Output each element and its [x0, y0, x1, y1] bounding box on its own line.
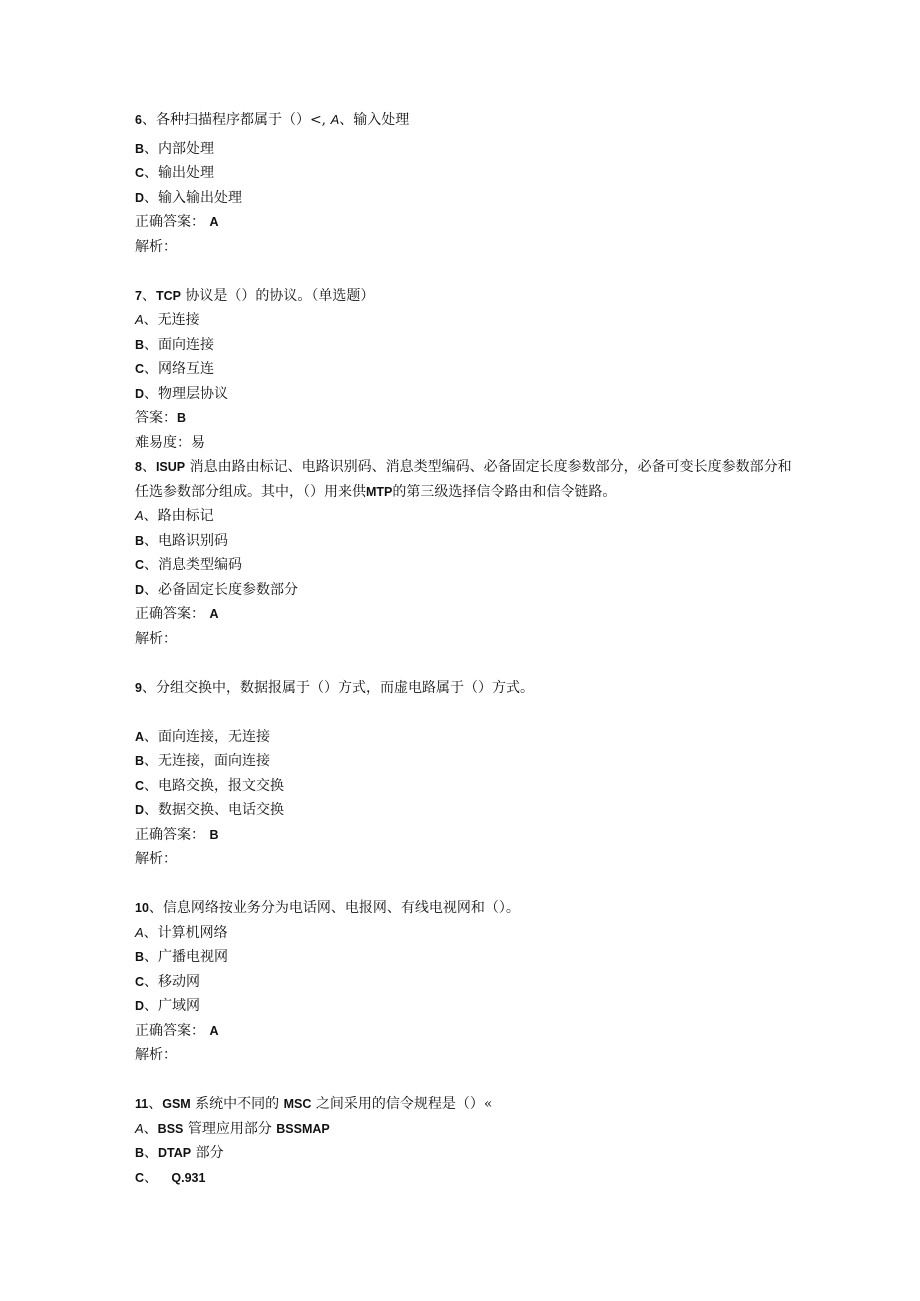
question-6-analysis: 解析： — [135, 238, 177, 255]
question-7-difficulty: 难易度：易 — [135, 434, 205, 451]
question-6-option-c: C、输出处理 — [135, 165, 215, 181]
question-10-option-c: C、移动网 — [135, 973, 201, 990]
question-8-analysis: 解析： — [135, 630, 177, 647]
question-10-option-b: B、广播电视网 — [135, 949, 229, 965]
question-10-stem: 10、信息网络按业务分为电话网、电报网、有线电视网和（）。 — [135, 900, 520, 916]
question-9-option-a: A、面向连接，无连接 — [135, 728, 271, 745]
question-6-option-d: D、输入输出处理 — [135, 189, 243, 206]
question-7-option-b: B、面向连接 — [135, 336, 215, 353]
question-9-stem: 9、分组交换中，数据报属于（）方式，而虚电路属于（）方式。 — [135, 679, 534, 696]
question-10-option-d: D、广域网 — [135, 998, 201, 1014]
question-8-option-b: B、电路识别码 — [135, 532, 229, 549]
question-6-stem: 6、各种扫描程序都属于（）<, A、输入处理 — [135, 112, 410, 128]
question-11-option-c: C、 Q.931 — [135, 1169, 206, 1186]
question-11-option-b: B、DTAP 部分 — [135, 1145, 224, 1161]
question-9-analysis: 解析： — [135, 851, 177, 867]
question-8-stem: 8、ISUP 消息由路由标记、电路识别码、消息类型编码、必备固定长度参数部分，必备可变长度参数部分和任选参数部分组成。其中，（）用来供MTP的第三级选择信令路由和信令链路。 — [135, 459, 792, 500]
question-7-answer: 答案：B — [135, 410, 187, 426]
question-7-stem: 7、TCP 协议是（）的协议。（单选题） — [135, 287, 375, 304]
question-9-option-c: C、电路交换，报文交换 — [135, 777, 285, 794]
question-6-answer: 正确答案： A — [135, 214, 219, 230]
question-10-analysis: 解析： — [135, 1047, 177, 1063]
question-10-option-a: A、计算机网络 — [135, 924, 228, 941]
question-8-answer: 正确答案： A — [135, 606, 219, 622]
question-8-option-c: C、消息类型编码 — [135, 557, 243, 573]
question-11-stem: 11、GSM 系统中不同的 MSC 之间采用的信令规程是（）« — [135, 1096, 493, 1112]
question-6-option-b: B、内部处理 — [135, 140, 215, 157]
question-8-option-d: D、必备固定长度参数部分 — [135, 581, 299, 598]
document-page — [135, 108, 795, 1190]
question-8-option-a: A、路由标记 — [135, 508, 214, 524]
question-11-option-a: A、BSS 管理应用部分 BSSMAP — [135, 1120, 330, 1137]
question-7-option-c: C、网络互连 — [135, 361, 215, 377]
question-9-option-d: D、数据交换、电话交换 — [135, 802, 285, 818]
question-9-answer: 正确答案： B — [135, 826, 219, 843]
question-9-option-b: B、无连接，面向连接 — [135, 753, 271, 769]
question-7-option-a: A、无连接 — [135, 312, 200, 328]
question-7-option-d: D、物理层协议 — [135, 385, 229, 402]
question-10-answer: 正确答案： A — [135, 1022, 219, 1039]
